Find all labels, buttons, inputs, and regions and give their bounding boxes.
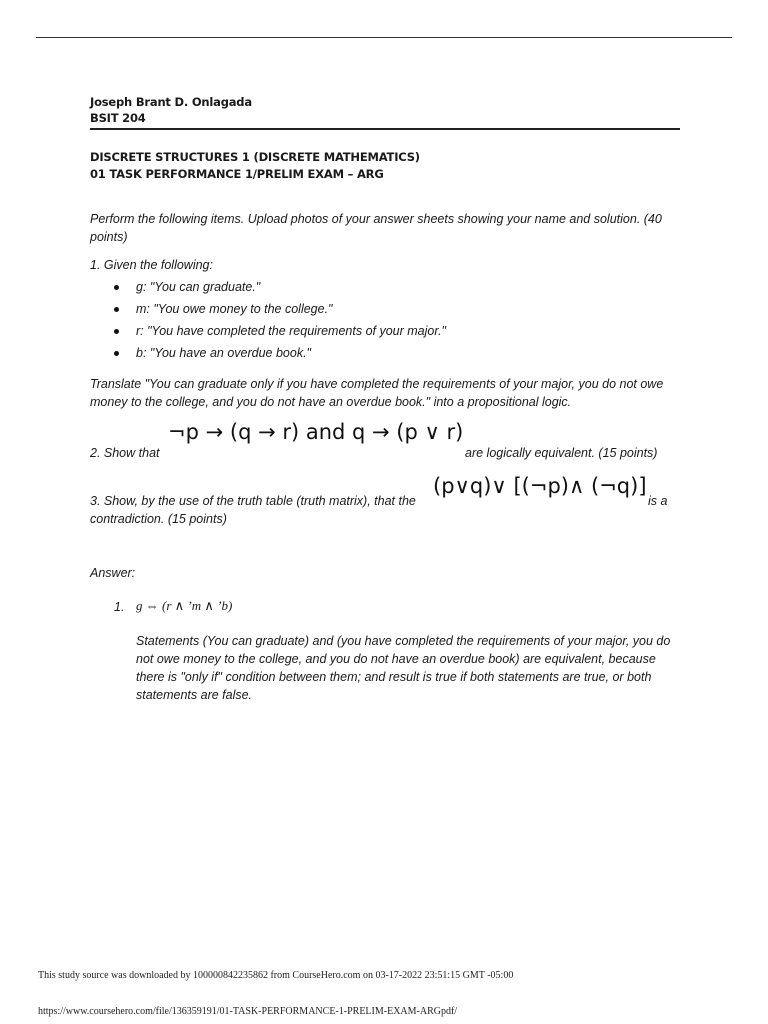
item3-prefix: 3. Show, by the use of the truth table (truth matrix), that the — [90, 494, 416, 508]
item1-intro: 1. Given the following: — [90, 258, 213, 272]
answer-formula: g ⇔ (r ∧ ’m ∧ ’b) — [136, 598, 233, 613]
item3-line2: contradiction. (15 points) — [90, 512, 227, 526]
item3-formula: (p∨q)∨ [(¬p)∧ (¬q)] — [433, 474, 647, 498]
item2-suffix: are logically equivalent. (15 points) — [465, 446, 658, 460]
answer-label: Answer: — [90, 566, 136, 580]
given-list — [112, 280, 446, 368]
bullet-icon — [114, 351, 119, 356]
download-note: This study source was downloaded by 100000842235862 from CourseHero.com on 03-17-2022 23:51:15 GMT -05:00 — [38, 970, 514, 981]
student-name: Joseph Brant D. Onlagada — [90, 95, 252, 109]
item1-translate: Translate "You can graduate only if you have completed the requirements of your major, you do not owe money to the college, and you do not have an overdue book." into a propositional logic. — [90, 377, 664, 409]
bullet-icon — [114, 307, 119, 312]
item2-prefix: 2. Show that — [90, 446, 160, 460]
course-title: DISCRETE STRUCTURES 1 (DISCRETE MATHEMATICS) — [90, 150, 420, 164]
header-rule — [90, 128, 680, 130]
item3-suffix: is a — [648, 494, 668, 508]
bullet-icon — [114, 285, 119, 290]
list-item: m: "You owe money to the college." — [112, 302, 446, 324]
answer-explanation: Statements (You can graduate) and (you have completed the requirements of your major, you do not owe money to the college, and you do not have an overdue book) are equivalent, because there is "only if" condition between them; and result is true if both statements are true, or both statements are false. — [136, 634, 671, 702]
student-section: BSIT 204 — [90, 111, 146, 125]
top-rule — [36, 37, 732, 38]
bullet-icon — [114, 329, 119, 334]
source-url[interactable]: https://www.coursehero.com/file/136359191/01-TASK-PERFORMANCE-1-PRELIM-EXAM-ARGpdf/ — [38, 1006, 458, 1017]
task-title: 01 TASK PERFORMANCE 1/PRELIM EXAM – ARG — [90, 167, 384, 181]
list-item: b: "You have an overdue book." — [112, 346, 446, 368]
item2-formula: ¬p → (q → r) and q → (p ∨ r) — [168, 420, 464, 444]
answer-number: 1. — [114, 600, 125, 614]
list-item: g: "You can graduate." — [112, 280, 446, 302]
list-item: r: "You have completed the requirements of your major." — [112, 324, 446, 346]
instructions: Perform the following items. Upload photos of your answer sheets showing your name and solution. (40 points) — [90, 212, 662, 244]
